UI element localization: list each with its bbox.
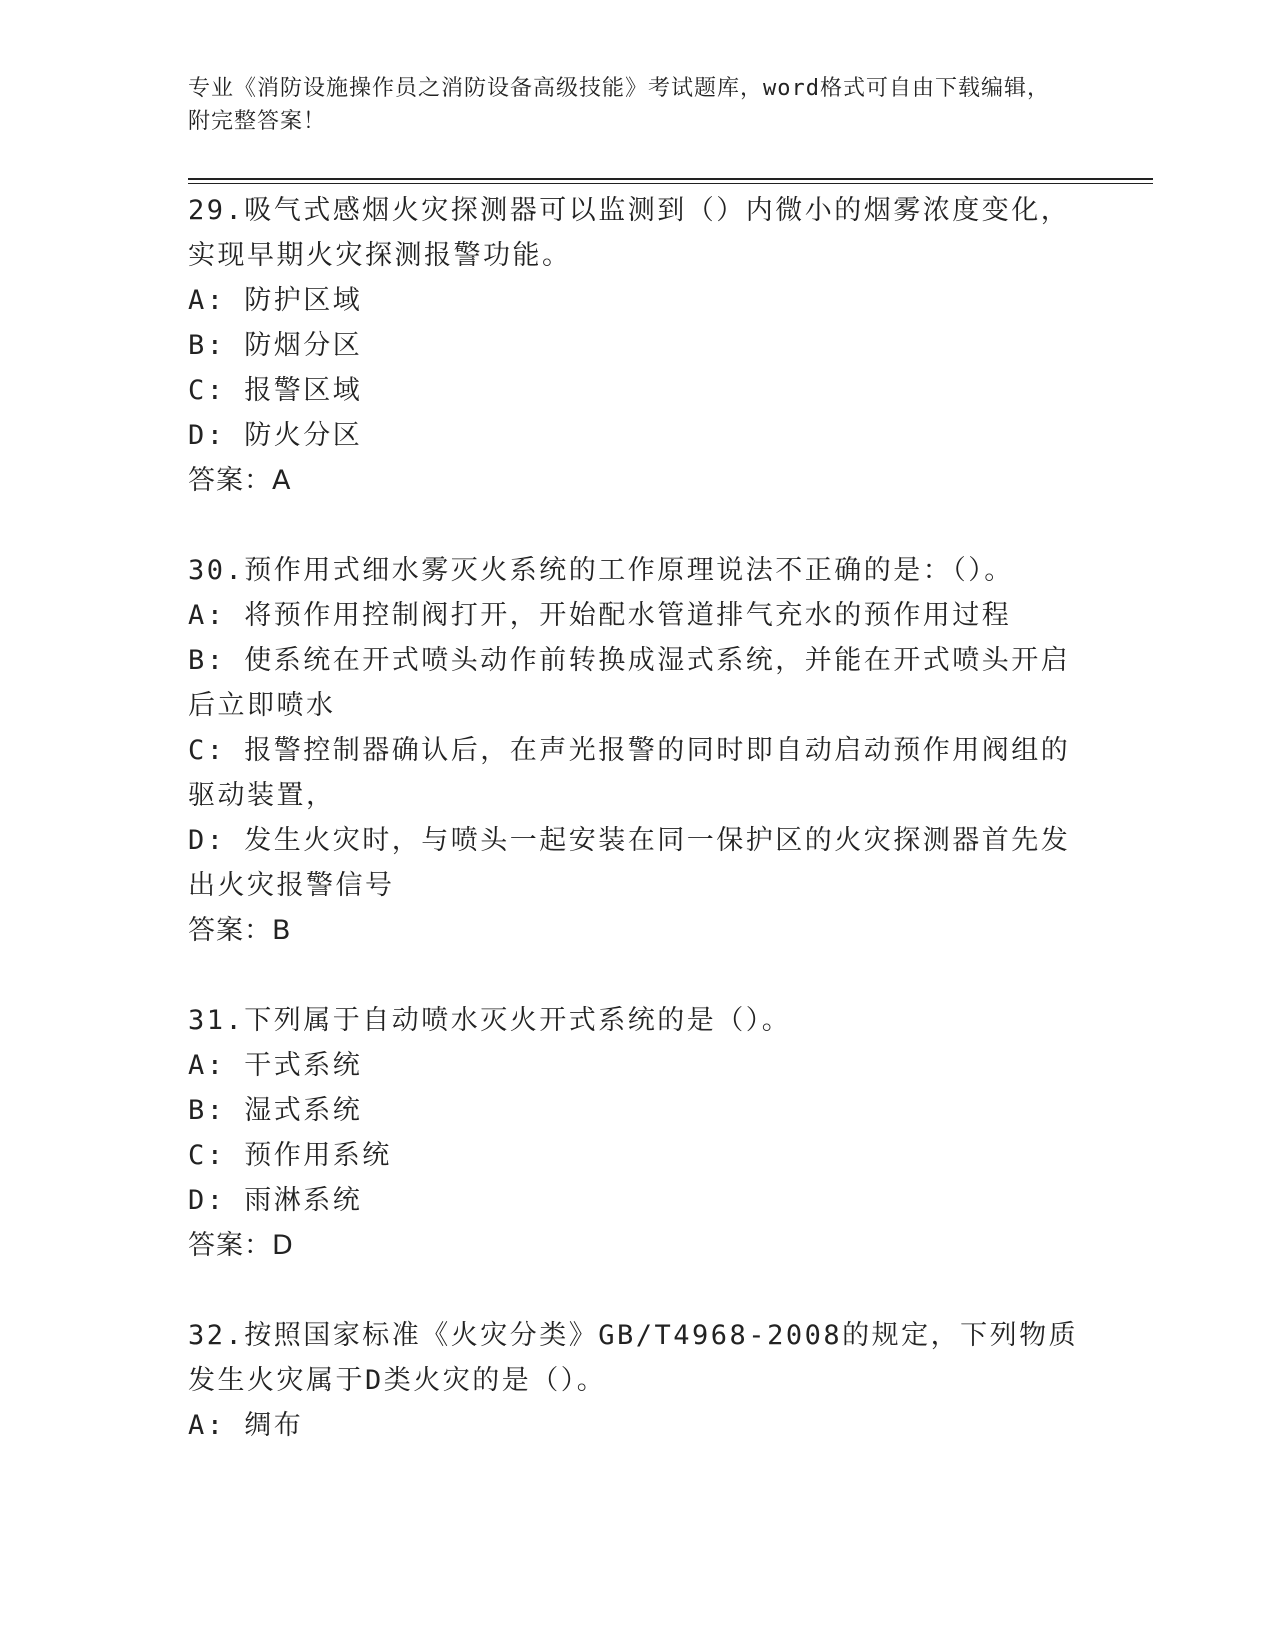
question-31 <box>188 998 1088 1268</box>
question-stem: 29.吸气式感烟火灾探测器可以监测到（）内微小的烟雾浓度变化，实现早期火灾探测报警功能。 <box>188 195 1071 271</box>
option-b: B: 湿式系统 <box>188 1095 363 1126</box>
option-d: D: 防火分区 <box>188 420 363 451</box>
question-stem: 31.下列属于自动喷水灭火开式系统的是（）。 <box>188 1005 792 1036</box>
question-32 <box>188 1313 1088 1448</box>
answer-line: 答案：B <box>188 915 292 946</box>
header-divider-thick <box>188 178 1153 180</box>
question-30 <box>188 548 1088 953</box>
question-list <box>188 188 1088 1493</box>
option-c: C: 预作用系统 <box>188 1140 392 1171</box>
option-a: A: 干式系统 <box>188 1050 363 1081</box>
option-b: B: 使系统在开式喷头动作前转换成湿式系统，并能在开式喷头开启后立即喷水 <box>188 645 1071 721</box>
document-header: 专业《消防设施操作员之消防设备高级技能》考试题库，word格式可自由下载编辑，附完整答案！ <box>188 76 1050 134</box>
answer-line: 答案：D <box>188 1230 294 1261</box>
question-stem: 32.按照国家标准《火灾分类》GB/T4968-2008的规定，下列物质发生火灾属于D类火灾的是（）。 <box>188 1320 1079 1396</box>
question-29 <box>188 188 1088 503</box>
option-a: A: 绸布 <box>188 1410 304 1441</box>
option-b: B: 防烟分区 <box>188 330 363 361</box>
option-d: D: 雨淋系统 <box>188 1185 363 1216</box>
option-d: D: 发生火灾时，与喷头一起安装在同一保护区的火灾探测器首先发出火灾报警信号 <box>188 825 1071 901</box>
option-a: A: 防护区域 <box>188 285 363 316</box>
option-a: A: 将预作用控制阀打开，开始配水管道排气充水的预作用过程 <box>188 600 1012 631</box>
header-divider-thin <box>188 183 1153 184</box>
option-c: C: 报警控制器确认后，在声光报警的同时即自动启动预作用阀组的驱动装置， <box>188 735 1071 811</box>
question-stem: 30.预作用式细水雾灭火系统的工作原理说法不正确的是：（）。 <box>188 555 1014 586</box>
option-c: C: 报警区域 <box>188 375 363 406</box>
answer-line: 答案：A <box>188 465 292 496</box>
